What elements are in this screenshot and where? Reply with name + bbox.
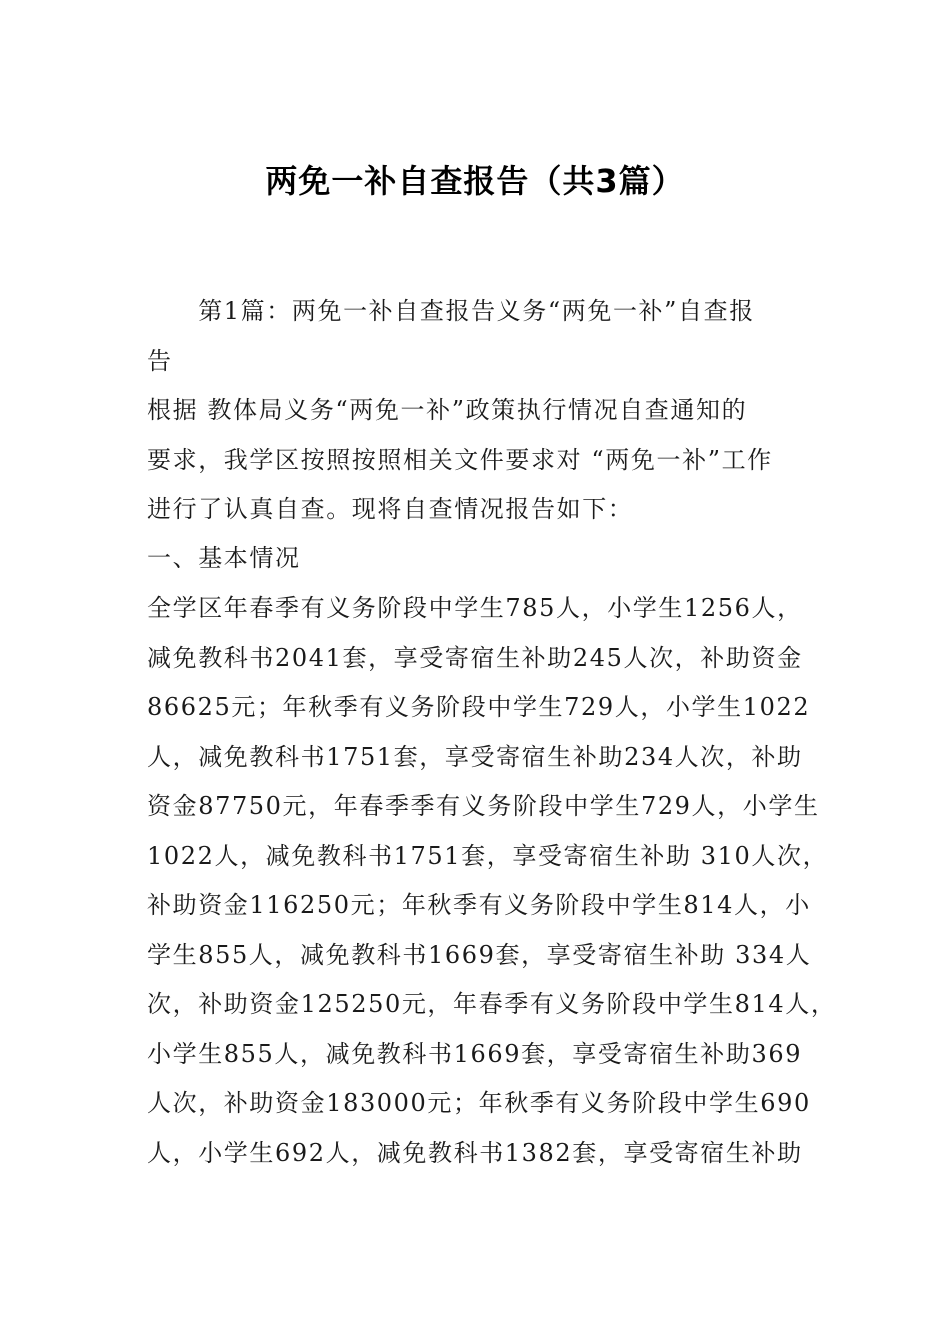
detail-paragraph [147, 584, 837, 1178]
text-line: 人，小学生692人，减免教科书1382套，享受寄宿生补助 [147, 1138, 803, 1167]
text-line: 86625元；年秋季有义务阶段中学生729人，小学生1022 [147, 693, 811, 721]
text-line: 要求，我学区按照按照相关文件要求对 “两免一补”工作 [147, 445, 773, 474]
text-line: 人次，补助资金183000元；年秋季有义务阶段中学生690 [147, 1089, 811, 1117]
text-line: 减免教科书2041套，享受寄宿生补助245人次，补助资金 [147, 643, 803, 672]
text-line: 资金87750元，年春季季有义务阶段中学生729人，小学生 [147, 792, 820, 820]
text-line: 学生855人，减免教科书1669套，享受寄宿生补助 334人 [147, 940, 812, 969]
intro-paragraph [147, 386, 807, 535]
text-line: 人，减免教科书1751套，享受寄宿生补助234人次，补助 [147, 742, 803, 771]
section-title [147, 534, 807, 584]
text-line: 进行了认真自查。现将自查情况报告如下： [147, 495, 634, 523]
text-line: 全学区年春季有义务阶段中学生785人，小学生1256人， [147, 594, 803, 622]
text-line: 补助资金116250元；年秋季有义务阶段中学生814人，小 [147, 891, 811, 919]
text-line: 1022人，减免教科书1751套，享受寄宿生补助 310人次， [147, 841, 829, 870]
document-title: 两免一补自查报告（共3篇） [265, 162, 685, 200]
section-title-text: 一、基本情况 [147, 544, 301, 572]
text-line: 告 [147, 346, 173, 375]
text-line: 根据 教体局义务“两免一补”政策执行情况自查通知的 [147, 396, 748, 424]
text-line: 次，补助资金125250元，年春季有义务阶段中学生814人， [147, 990, 837, 1018]
text-line: 小学生855人，减免教科书1669套，享受寄宿生补助369 [147, 1039, 803, 1068]
text-line: 第1篇：两免一补自查报告义务“两免一补”自查报 [147, 297, 755, 325]
article-heading [147, 287, 807, 386]
